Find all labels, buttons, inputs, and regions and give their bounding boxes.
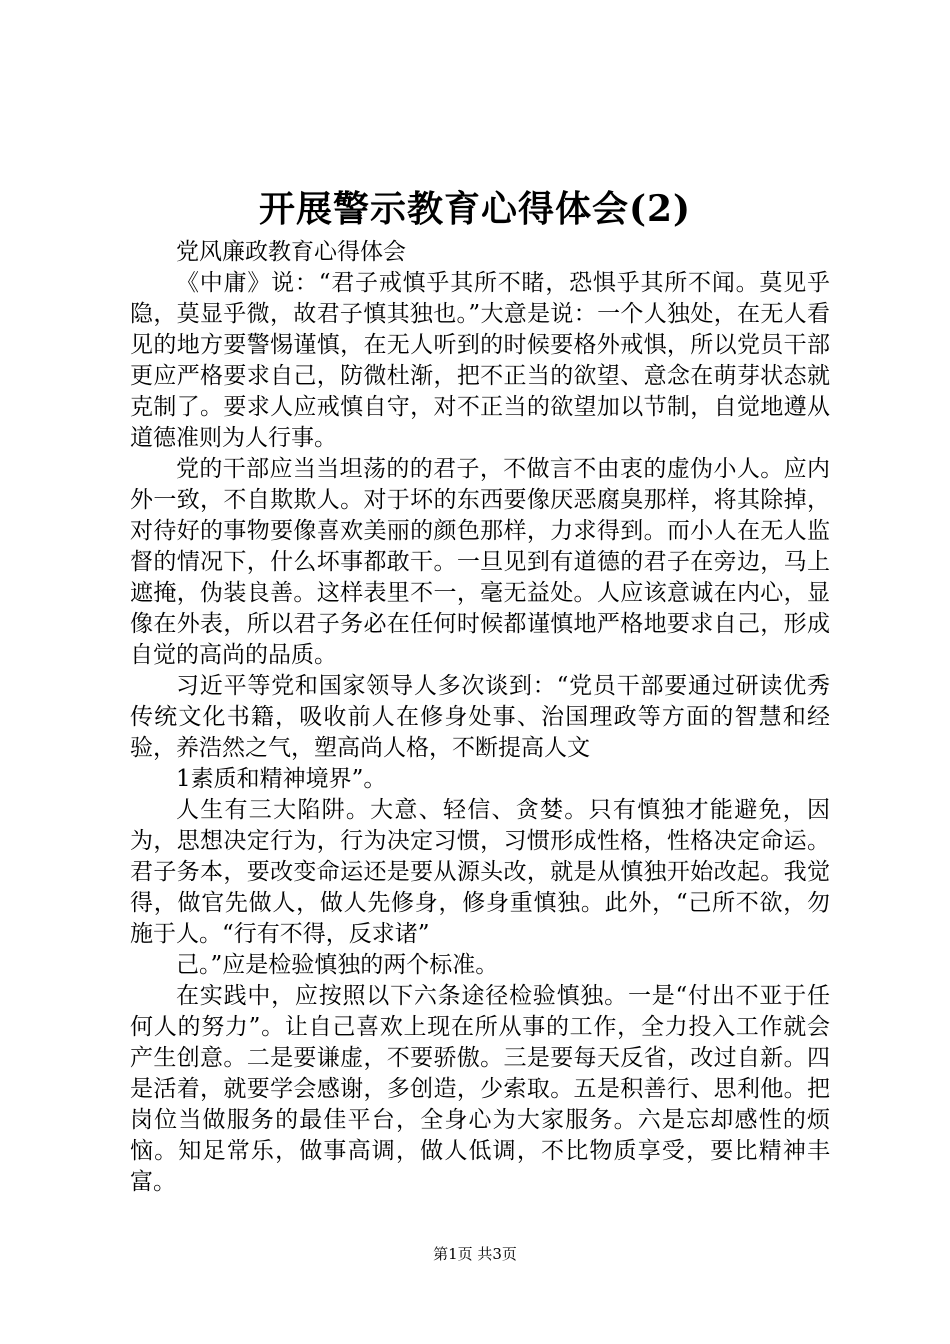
paragraph-traps: 人生有三大陷阱。大意、轻信、贪婪。只有慎独才能避免，因为，思想决定行为，行为决定习惯，习惯形成性格，性格决定命运。君子务本，要改变命运还是要从源头改，就是从慎独开始改起。我觉得，做官先做人，做人先修身，修身重慎独。此外，“己所不欲，勿施于人。“行有不得，反求诸” <box>130 797 830 947</box>
paragraph-leaders-continued: 1素质和精神境界”。 <box>176 766 387 792</box>
paragraph-traps-continued: 己。”应是检验慎独的两个标准。 <box>176 952 499 978</box>
page-footer: 第1页 共3页 <box>433 1245 517 1263</box>
document-body <box>130 237 830 1198</box>
paragraph-practice: 在实践中，应按照以下六条途径检验慎独。一是“付出不亚于任何人的努力”。让自己喜欢上现在所从事的工作，全力投入工作就会产生创意。二是要谦虚，不要骄傲。三是要每天反省，改过自新。四是活着，就要学会感谢，多创造，少索取。五是积善行、思利他。把岗位当做服务的最佳平台，全身心为大家服务。六是忘却感性的烦恼。知足常乐，做事高调，做人低调，不比物质享受，要比精神丰富。 <box>130 983 830 1195</box>
paragraph-leaders: 习近平等党和国家领导人多次谈到：“党员干部要通过研读优秀传统文化书籍，吸收前人在修身处事、治国理政等方面的智慧和经验，养浩然之气，塑高尚人格，不断提高人文 <box>130 673 830 761</box>
paragraph-zhongyong: 《中庸》说：“君子戒慎乎其所不睹，恐惧乎其所不闻。莫见乎隐，莫显乎微，故君子慎其独也。”大意是说：一个人独处，在无人看见的地方要警惕谨慎，在无人听到的时候要格外戒惧，所以党员干部更应严格要求自己，防微杜渐，把不正当的欲望、意念在萌芽状态就克制了。要求人应戒慎自守，对不正当的欲望加以节制，自觉地遵从道德准则为人行事。 <box>130 270 830 451</box>
subtitle-paragraph: 党风廉政教育心得体会 <box>176 239 406 265</box>
paragraph-cadres: 党的干部应当当坦荡的的君子，不做言不由衷的虚伪小人。应内外一致，不自欺欺人。对于坏的东西要像厌恶腐臭那样，将其除掉，对待好的事物要像喜欢美丽的颜色那样，力求得到。而小人在无人监督的情况下，什么坏事都敢干。一旦见到有道德的君子在旁边，马上遮掩，伪装良善。这样表里不一，毫无益处。人应该意诚在内心，显像在外表，所以君子务必在任何时候都谨慎地严格地要求自己，形成自觉的高尚的品质。 <box>130 456 830 668</box>
page-title: 开展警示教育心得体会(2) <box>258 188 692 230</box>
